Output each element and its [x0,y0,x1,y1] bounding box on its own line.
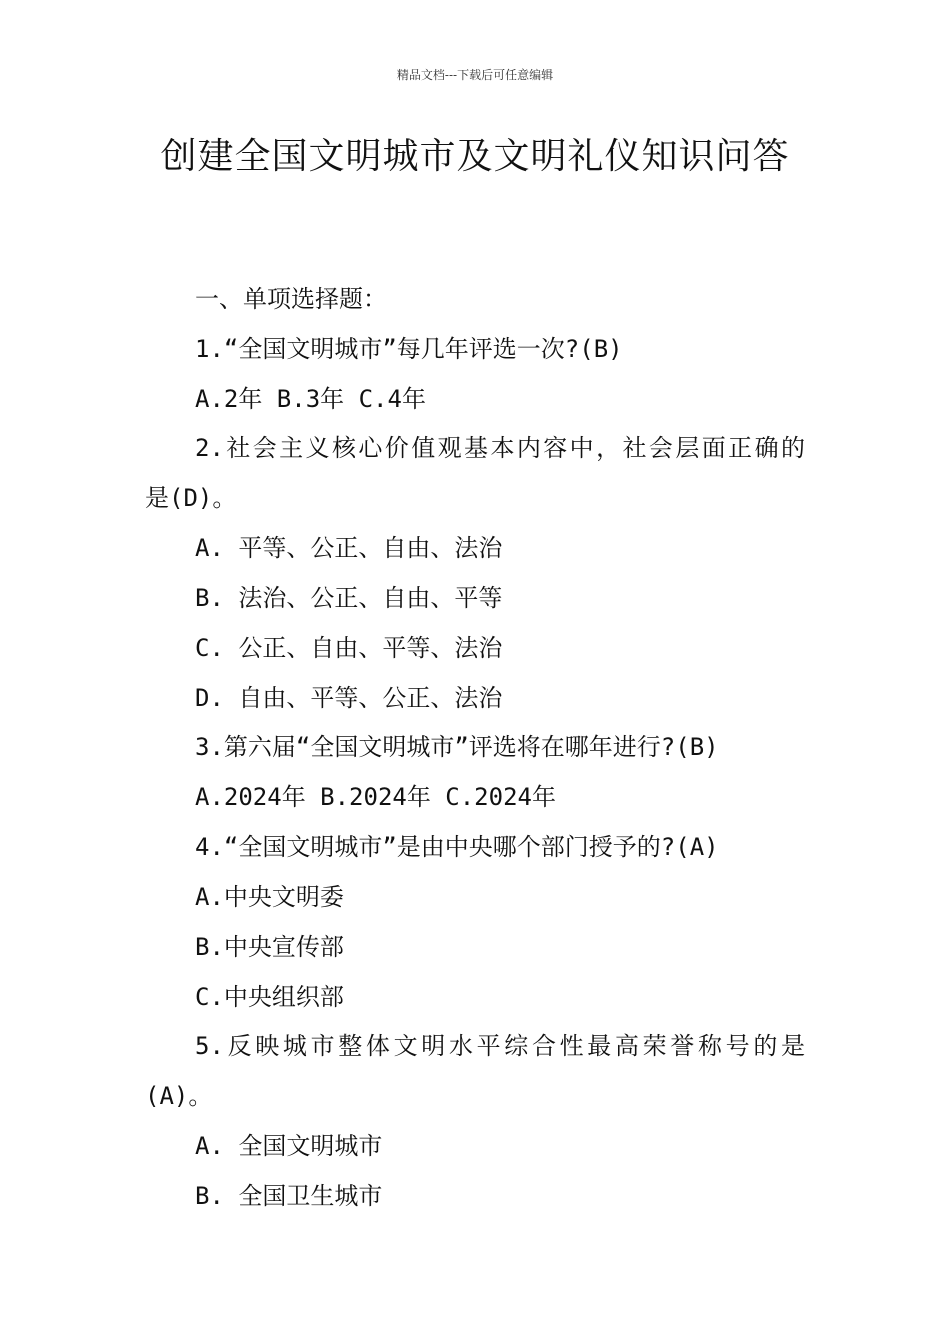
question-3-options: A.2024年 B.2024年 C.2024年 [195,783,556,811]
question-5-option-a: A. 全国文明城市 [195,1132,383,1160]
question-4-option-a: A.中央文明委 [195,883,344,911]
question-1-text: 1.“全国文明城市”每几年评选一次?(B) [195,335,623,363]
section-heading: 一、单项选择题： [195,285,387,313]
question-5-option-b: B. 全国卫生城市 [195,1182,383,1210]
question-4-text: 4.“全国文明城市”是由中央哪个部门授予的?(A) [195,833,719,861]
question-2-text-line2: 是(D)。 [145,484,237,512]
question-2-option-d: D. 自由、平等、公正、法治 [195,684,503,712]
question-4-option-c: C.中央组织部 [195,983,344,1011]
question-4-option-b: B.中央宣传部 [195,933,344,961]
page-header-note: 精品文档---下载后可任意编辑 [396,68,554,82]
question-5-text-line2: (A)。 [145,1082,213,1110]
question-2-option-c: C. 公正、自由、平等、法治 [195,634,503,662]
question-2-option-a: A. 平等、公正、自由、法治 [195,534,503,562]
question-2-text-line1: 2.社会主义核心价值观基本内容中，社会层面正确的 [195,434,805,462]
document-title: 创建全国文明城市及文明礼仪知识问答 [160,136,790,177]
question-2-option-b: B. 法治、公正、自由、平等 [195,584,503,612]
question-5-text-line1: 5.反映城市整体文明水平综合性最高荣誉称号的是 [195,1032,805,1060]
question-1-options: A.2年 B.3年 C.4年 [195,385,426,413]
question-3-text: 3.第六届“全国文明城市”评选将在哪年进行?(B) [195,733,719,761]
